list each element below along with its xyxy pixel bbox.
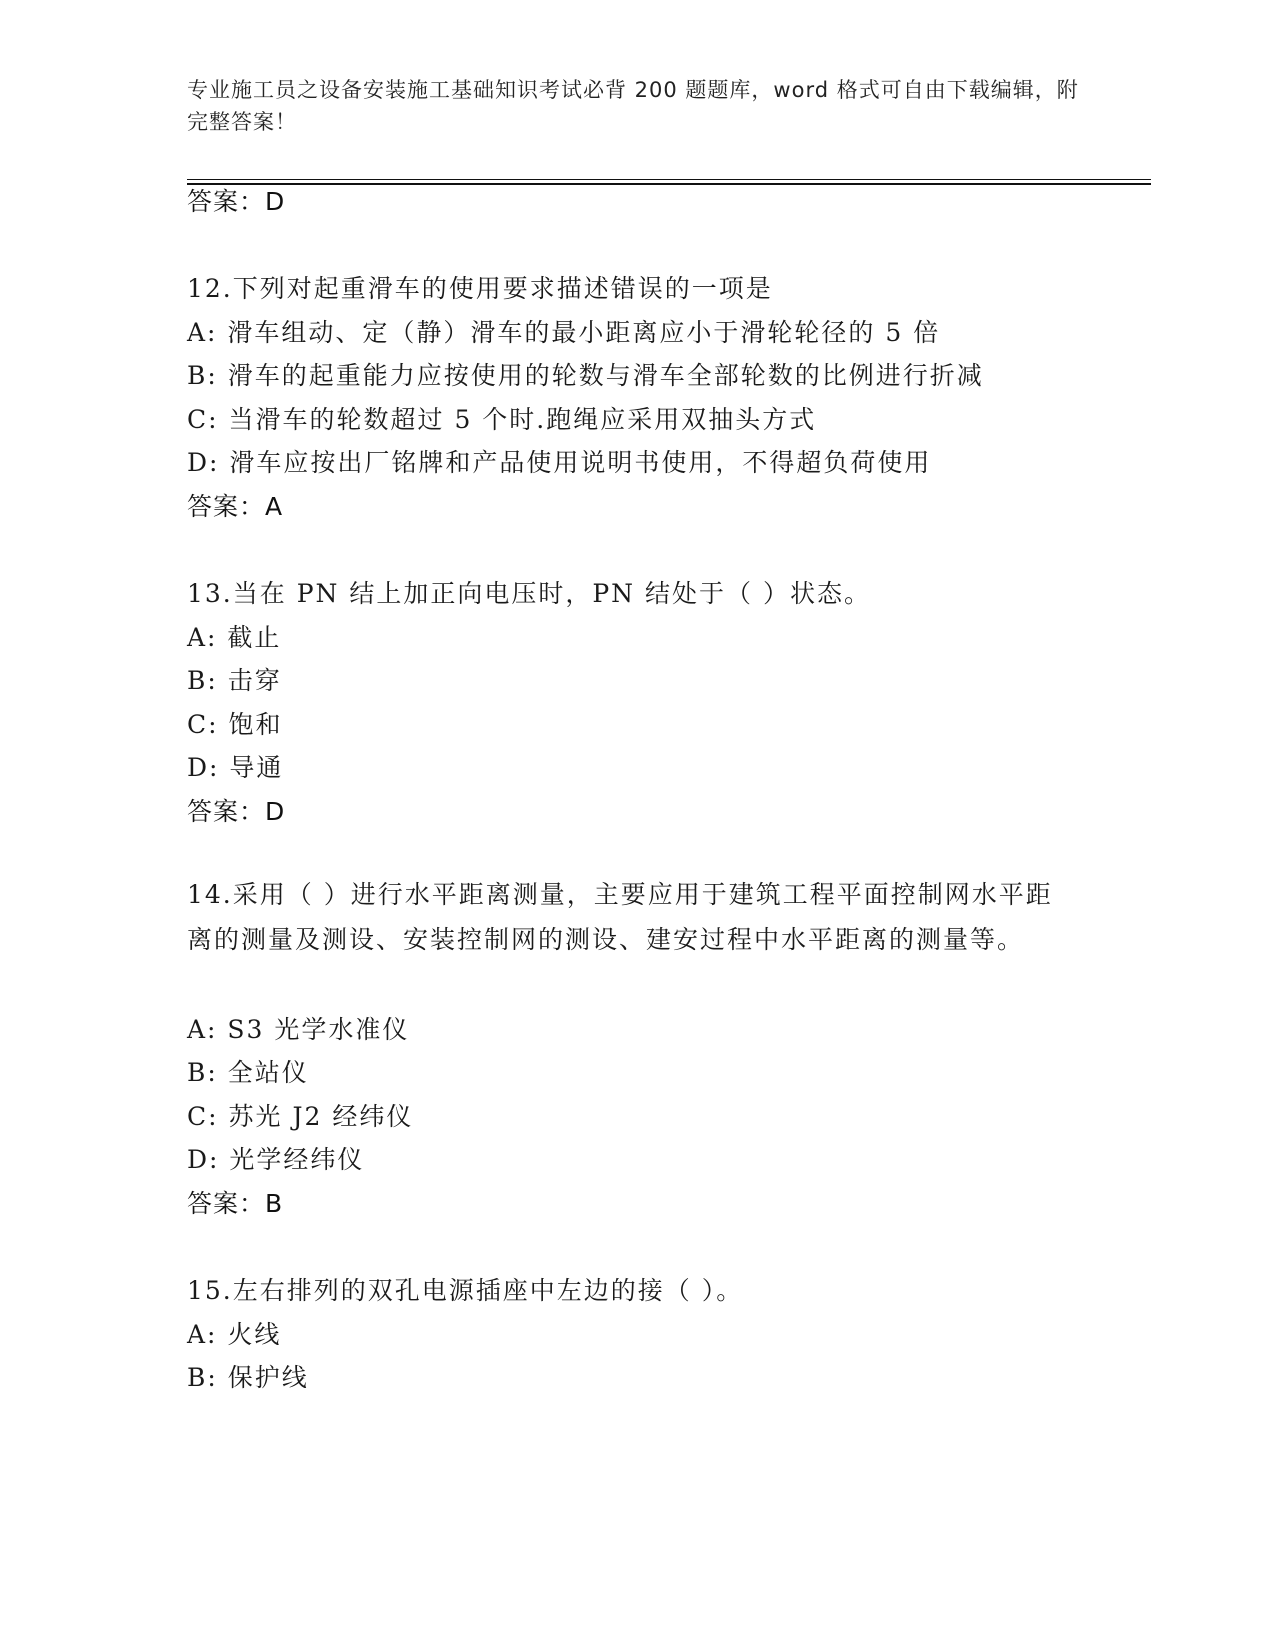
option-a: A: 滑车组动、定（静）滑车的最小距离应小于滑轮轮径的 5 倍 [187, 318, 941, 347]
answer-line: 答案：D [187, 187, 286, 216]
question-stem: 14.采用（ ）进行水平距离测量，主要应用于建筑工程平面控制网水平距离的测量及测设、安装控制网的测设、建安过程中水平距离的测量等。 [187, 880, 1053, 954]
option-a: A: S3 光学水准仪 [187, 1015, 410, 1044]
option-b: B: 滑车的起重能力应按使用的轮数与滑车全部轮数的比例进行折减 [187, 361, 984, 390]
answer-line: 答案：A [187, 492, 284, 521]
question-stem: 15.左右排列的双孔电源插座中左边的接（ ）。 [187, 1276, 744, 1305]
option-b: B: 保护线 [187, 1363, 309, 1392]
question-stem: 12.下列对起重滑车的使用要求描述错误的一项是 [187, 274, 773, 303]
question-stem: 13.当在 PN 结上加正向电压时，PN 结处于（ ）状态。 [187, 579, 871, 608]
document-header: 专业施工员之设备安装施工基础知识考试必背 200 题题库，word 格式可自由下载编辑，附完整答案！ [187, 78, 1079, 134]
header-divider-thick [187, 183, 1151, 185]
option-d: D: 导通 [187, 753, 284, 782]
option-c: C: 当滑车的轮数超过 5 个时.跑绳应采用双抽头方式 [187, 405, 817, 434]
option-c: C: 苏光 J2 经纬仪 [187, 1102, 414, 1131]
option-d: D: 滑车应按出厂铭牌和产品使用说明书使用，不得超负荷使用 [187, 448, 932, 477]
header-divider-thin [187, 179, 1151, 180]
option-d: D: 光学经纬仪 [187, 1145, 365, 1174]
option-b: B: 击穿 [187, 666, 282, 695]
option-b: B: 全站仪 [187, 1058, 309, 1087]
option-a: A: 截止 [187, 623, 282, 652]
option-a: A: 火线 [187, 1320, 282, 1349]
answer-line: 答案：D [187, 797, 286, 826]
option-c: C: 饱和 [187, 710, 283, 739]
answer-line: 答案：B [187, 1189, 284, 1218]
